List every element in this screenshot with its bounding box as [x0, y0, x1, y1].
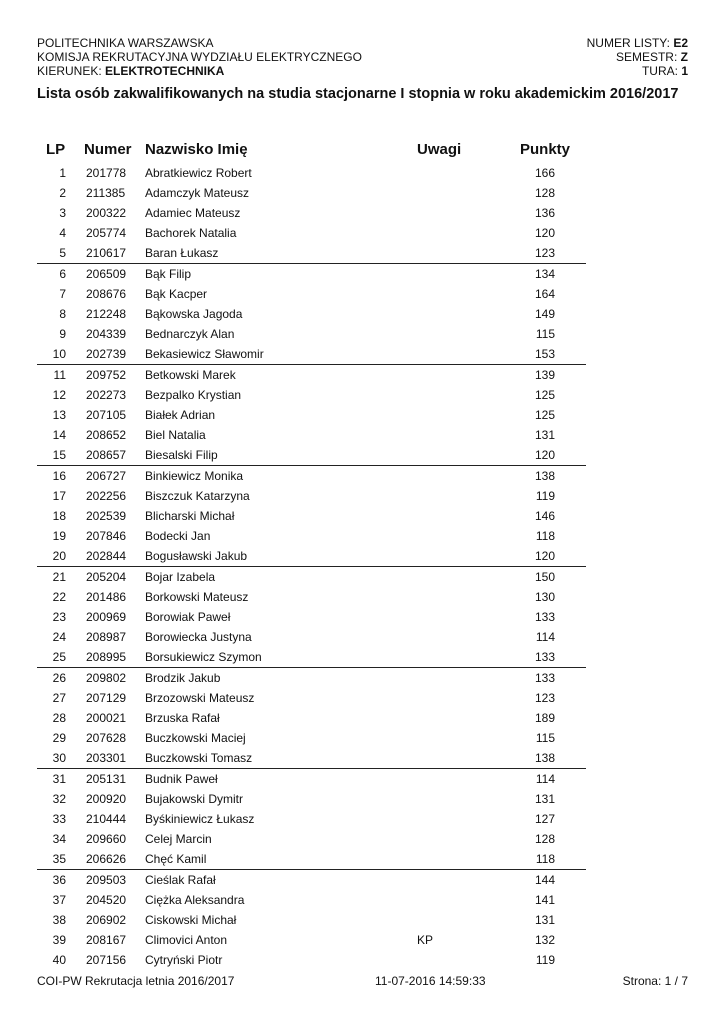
- header-kierunek: [37, 64, 362, 78]
- row-punkty: 127: [534, 812, 555, 826]
- row-punkty: 138: [534, 751, 555, 765]
- footer-source: COI-PW Rekrutacja letnia 2016/2017: [37, 974, 235, 988]
- row-punkty: 118: [535, 852, 555, 866]
- row-lp: 4: [59, 226, 66, 240]
- table-row: [0, 243, 724, 263]
- row-name: Celej Marcin: [145, 832, 212, 846]
- row-name: Baran Łukasz: [145, 246, 219, 260]
- row-lp: 18: [52, 509, 66, 523]
- table-row: [0, 405, 724, 425]
- table-row: [0, 546, 724, 566]
- row-lp: 28: [52, 711, 66, 725]
- row-lp: 15: [52, 448, 66, 462]
- row-name: Bezpalko Krystian: [145, 388, 242, 402]
- table-row: [0, 870, 724, 890]
- row-name: Białek Adrian: [145, 408, 216, 422]
- row-name: Borkowski Mateusz: [145, 590, 249, 604]
- row-lp: 2: [59, 186, 66, 200]
- row-lp: 40: [52, 953, 66, 967]
- semestr-value: Z: [680, 50, 688, 64]
- row-numer: 204520: [86, 893, 127, 907]
- row-numer: 206626: [86, 852, 127, 866]
- row-lp: 24: [52, 630, 66, 644]
- row-lp: 16: [52, 469, 66, 483]
- table-row: [0, 264, 724, 284]
- row-numer: 210617: [86, 246, 127, 260]
- semestr: [587, 50, 688, 64]
- row-lp: 5: [59, 246, 66, 260]
- row-punkty: 139: [534, 368, 555, 382]
- row-punkty: 115: [535, 327, 555, 341]
- row-punkty: 144: [534, 873, 555, 887]
- table-row: [0, 587, 724, 607]
- row-name: Brzuska Rafał: [145, 711, 220, 725]
- page-title: Lista osób zakwalifikowanych na studia stacjonarne I stopnia w roku akademickim 2016/2017: [37, 86, 679, 102]
- column-header-numer: Numer: [84, 141, 132, 158]
- table-row: [0, 688, 724, 708]
- row-numer: 208995: [86, 650, 127, 664]
- row-punkty: 125: [534, 408, 555, 422]
- row-name: Climovici Anton: [145, 933, 228, 947]
- row-name: Betkowski Marek: [145, 368, 236, 382]
- row-lp: 25: [52, 650, 66, 664]
- row-lp: 8: [59, 307, 66, 321]
- row-numer: 208652: [86, 428, 127, 442]
- footer-timestamp: 11-07-2016 14:59:33: [375, 974, 486, 988]
- row-lp: 31: [52, 772, 66, 786]
- row-numer: 203301: [86, 751, 127, 765]
- row-punkty: 128: [534, 186, 555, 200]
- row-name: Bąkowska Jagoda: [145, 307, 243, 321]
- row-lp: 34: [52, 832, 66, 846]
- table-row: [0, 183, 724, 203]
- row-lp: 21: [52, 570, 66, 584]
- row-lp: 14: [52, 428, 66, 442]
- table-row: [0, 708, 724, 728]
- row-numer: 200322: [86, 206, 127, 220]
- table-row: [0, 789, 724, 809]
- tura-label: TURA:: [641, 64, 682, 78]
- row-name: Cytryński Piotr: [145, 953, 223, 967]
- row-lp: 13: [52, 408, 66, 422]
- row-name: Bujakowski Dymitr: [145, 792, 244, 806]
- header-institution: [37, 36, 362, 78]
- row-name: Bednarczyk Alan: [145, 327, 235, 341]
- row-punkty: 114: [535, 772, 555, 786]
- row-numer: 209660: [86, 832, 127, 846]
- row-lp: 29: [52, 731, 66, 745]
- row-numer: 207156: [86, 953, 127, 967]
- row-lp: 7: [59, 287, 66, 301]
- row-name: Bekasiewicz Sławomir: [145, 347, 264, 361]
- row-lp: 32: [52, 792, 66, 806]
- table-row: [0, 365, 724, 385]
- row-lp: 17: [52, 489, 66, 503]
- row-lp: 22: [52, 590, 66, 604]
- table-row: [0, 627, 724, 647]
- table-row: [0, 647, 724, 667]
- row-numer: 200920: [86, 792, 127, 806]
- row-name: Borowiecka Justyna: [145, 630, 252, 644]
- tura: [587, 64, 688, 78]
- row-name: Byśkiniewicz Łukasz: [145, 812, 255, 826]
- table-row: [0, 607, 724, 627]
- row-numer: 206727: [86, 469, 127, 483]
- row-numer: 207129: [86, 691, 127, 705]
- row-punkty: 128: [534, 832, 555, 846]
- row-numer: 207846: [86, 529, 127, 543]
- row-name: Brzozowski Mateusz: [145, 691, 255, 705]
- numer-listy: [587, 36, 688, 50]
- row-punkty: 120: [534, 226, 555, 240]
- row-lp: 1: [59, 166, 66, 180]
- row-name: Binkiewicz Monika: [145, 469, 244, 483]
- column-header-uwagi: Uwagi: [417, 141, 462, 158]
- header-org1: POLITECHNIKA WARSZAWSKA: [37, 36, 214, 50]
- row-lp: 36: [52, 873, 66, 887]
- row-numer: 202739: [86, 347, 127, 361]
- row-name: Buczkowski Maciej: [145, 731, 246, 745]
- tura-value: 1: [681, 64, 688, 78]
- table-row: [0, 748, 724, 768]
- row-name: Biszczuk Katarzyna: [145, 489, 250, 503]
- results-table: [0, 163, 724, 970]
- row-name: Ciskowski Michał: [145, 913, 237, 927]
- row-punkty: 131: [534, 428, 555, 442]
- table-row: [0, 728, 724, 748]
- row-numer: 209503: [86, 873, 127, 887]
- row-name: Buczkowski Tomasz: [145, 751, 253, 765]
- row-name: Blicharski Michał: [145, 509, 235, 523]
- row-lp: 10: [52, 347, 66, 361]
- row-lp: 9: [59, 327, 66, 341]
- row-name: Biesalski Filip: [145, 448, 218, 462]
- row-numer: 205131: [86, 772, 127, 786]
- row-punkty: 118: [535, 529, 555, 543]
- table-row: [0, 769, 724, 789]
- row-numer: 205774: [86, 226, 127, 240]
- table-row: [0, 930, 724, 950]
- row-punkty: 133: [534, 671, 555, 685]
- row-name: Brodzik Jakub: [145, 671, 221, 685]
- row-lp: 39: [52, 933, 66, 947]
- row-punkty: 123: [534, 246, 555, 260]
- table-row: [0, 506, 724, 526]
- row-name: Chęć Kamil: [145, 852, 207, 866]
- table-row: [0, 668, 724, 688]
- row-punkty: 164: [534, 287, 555, 301]
- footer-page-number: Strona: 1 / 7: [622, 974, 688, 988]
- table-row: [0, 284, 724, 304]
- row-punkty: 120: [534, 549, 555, 563]
- row-punkty: 138: [534, 469, 555, 483]
- row-punkty: 119: [535, 953, 555, 967]
- row-lp: 33: [52, 812, 66, 826]
- row-lp: 35: [52, 852, 66, 866]
- semestr-label: SEMESTR:: [615, 50, 681, 64]
- row-punkty: 120: [534, 448, 555, 462]
- row-numer: 212248: [86, 307, 127, 321]
- header-meta: [587, 36, 688, 78]
- row-numer: 202273: [86, 388, 127, 402]
- header-org2: KOMISJA REKRUTACYJNA WYDZIAŁU ELEKTRYCZNEGO: [37, 50, 362, 64]
- row-lp: 27: [52, 691, 66, 705]
- kierunek-label: KIERUNEK:: [37, 64, 106, 78]
- numer-listy-value: E2: [673, 36, 688, 50]
- kierunek-value: ELEKTROTECHNIKA: [105, 64, 225, 78]
- row-punkty: 189: [534, 711, 555, 725]
- row-numer: 208657: [86, 448, 127, 462]
- row-punkty: 134: [534, 267, 555, 281]
- row-numer: 208987: [86, 630, 127, 644]
- row-numer: 201486: [86, 590, 127, 604]
- row-numer: 210444: [86, 812, 127, 826]
- row-lp: 23: [52, 610, 66, 624]
- row-punkty: 166: [534, 166, 555, 180]
- row-lp: 6: [59, 267, 66, 281]
- column-header-lp: LP: [46, 141, 66, 158]
- row-punkty: 123: [534, 691, 555, 705]
- row-punkty: 133: [534, 650, 555, 664]
- row-numer: 211385: [86, 186, 126, 200]
- table-header: [0, 141, 724, 161]
- table-row: [0, 425, 724, 445]
- table-row: [0, 385, 724, 405]
- row-numer: 206509: [86, 267, 127, 281]
- row-punkty: 150: [534, 570, 555, 584]
- table-row: [0, 526, 724, 546]
- table-row: [0, 829, 724, 849]
- row-numer: 206902: [86, 913, 127, 927]
- table-row: [0, 223, 724, 243]
- table-row: [0, 486, 724, 506]
- row-name: Adamczyk Mateusz: [145, 186, 250, 200]
- table-row: [0, 910, 724, 930]
- row-name: Bodecki Jan: [145, 529, 211, 543]
- row-punkty: 131: [534, 792, 555, 806]
- row-name: Bojar Izabela: [145, 570, 216, 584]
- table-row: [0, 890, 724, 910]
- row-name: Borowiak Paweł: [145, 610, 231, 624]
- row-name: Ciężka Aleksandra: [145, 893, 245, 907]
- row-punkty: 131: [534, 913, 555, 927]
- row-numer: 207105: [86, 408, 127, 422]
- table-row: [0, 163, 724, 183]
- table-row: [0, 344, 724, 364]
- row-name: Biel Natalia: [145, 428, 206, 442]
- row-name: Cieślak Rafał: [145, 873, 216, 887]
- row-numer: 205204: [86, 570, 127, 584]
- row-punkty: 141: [534, 893, 555, 907]
- row-name: Bąk Filip: [145, 267, 192, 281]
- row-lp: 11: [53, 368, 66, 382]
- table-row: [0, 324, 724, 344]
- row-name: Bachorek Natalia: [145, 226, 237, 240]
- row-punkty: 119: [535, 489, 555, 503]
- row-name: Budnik Paweł: [145, 772, 218, 786]
- row-punkty: 133: [534, 610, 555, 624]
- row-numer: 201778: [86, 166, 127, 180]
- row-numer: 202256: [86, 489, 127, 503]
- table-row: [0, 466, 724, 486]
- table-row: [0, 304, 724, 324]
- table-row: [0, 567, 724, 587]
- row-punkty: 125: [534, 388, 555, 402]
- row-numer: 209802: [86, 671, 127, 685]
- row-name: Bąk Kacper: [145, 287, 208, 301]
- numer-listy-label: NUMER LISTY:: [586, 36, 674, 50]
- table-row: [0, 445, 724, 465]
- row-punkty: 130: [534, 590, 555, 604]
- row-numer: 204339: [86, 327, 127, 341]
- row-lp: 38: [52, 913, 66, 927]
- row-numer: 200969: [86, 610, 127, 624]
- row-name: Abratkiewicz Robert: [145, 166, 252, 180]
- row-lp: 37: [52, 893, 66, 907]
- row-uwagi: KP: [417, 933, 434, 947]
- row-numer: 209752: [86, 368, 127, 382]
- row-numer: 202844: [86, 549, 127, 563]
- row-lp: 12: [52, 388, 66, 402]
- table-row: [0, 849, 724, 869]
- row-numer: 208676: [86, 287, 127, 301]
- row-punkty: 114: [535, 630, 555, 644]
- row-numer: 200021: [86, 711, 127, 725]
- row-lp: 30: [52, 751, 66, 765]
- table-row: [0, 950, 724, 970]
- row-punkty: 149: [534, 307, 555, 321]
- row-numer: 208167: [86, 933, 127, 947]
- column-header-name: Nazwisko Imię: [145, 141, 248, 158]
- row-lp: 26: [52, 671, 66, 685]
- table-row: [0, 203, 724, 223]
- row-lp: 19: [52, 529, 66, 543]
- row-punkty: 115: [535, 731, 555, 745]
- row-name: Adamiec Mateusz: [145, 206, 241, 220]
- row-name: Borsukiewicz Szymon: [145, 650, 262, 664]
- row-lp: 3: [59, 206, 66, 220]
- row-lp: 20: [52, 549, 66, 563]
- column-header-punkty: Punkty: [520, 141, 571, 158]
- row-punkty: 132: [534, 933, 555, 947]
- row-punkty: 153: [534, 347, 555, 361]
- table-row: [0, 809, 724, 829]
- row-punkty: 136: [534, 206, 555, 220]
- row-punkty: 146: [534, 509, 555, 523]
- row-numer: 202539: [86, 509, 127, 523]
- row-numer: 207628: [86, 731, 127, 745]
- row-name: Bogusławski Jakub: [145, 549, 248, 563]
